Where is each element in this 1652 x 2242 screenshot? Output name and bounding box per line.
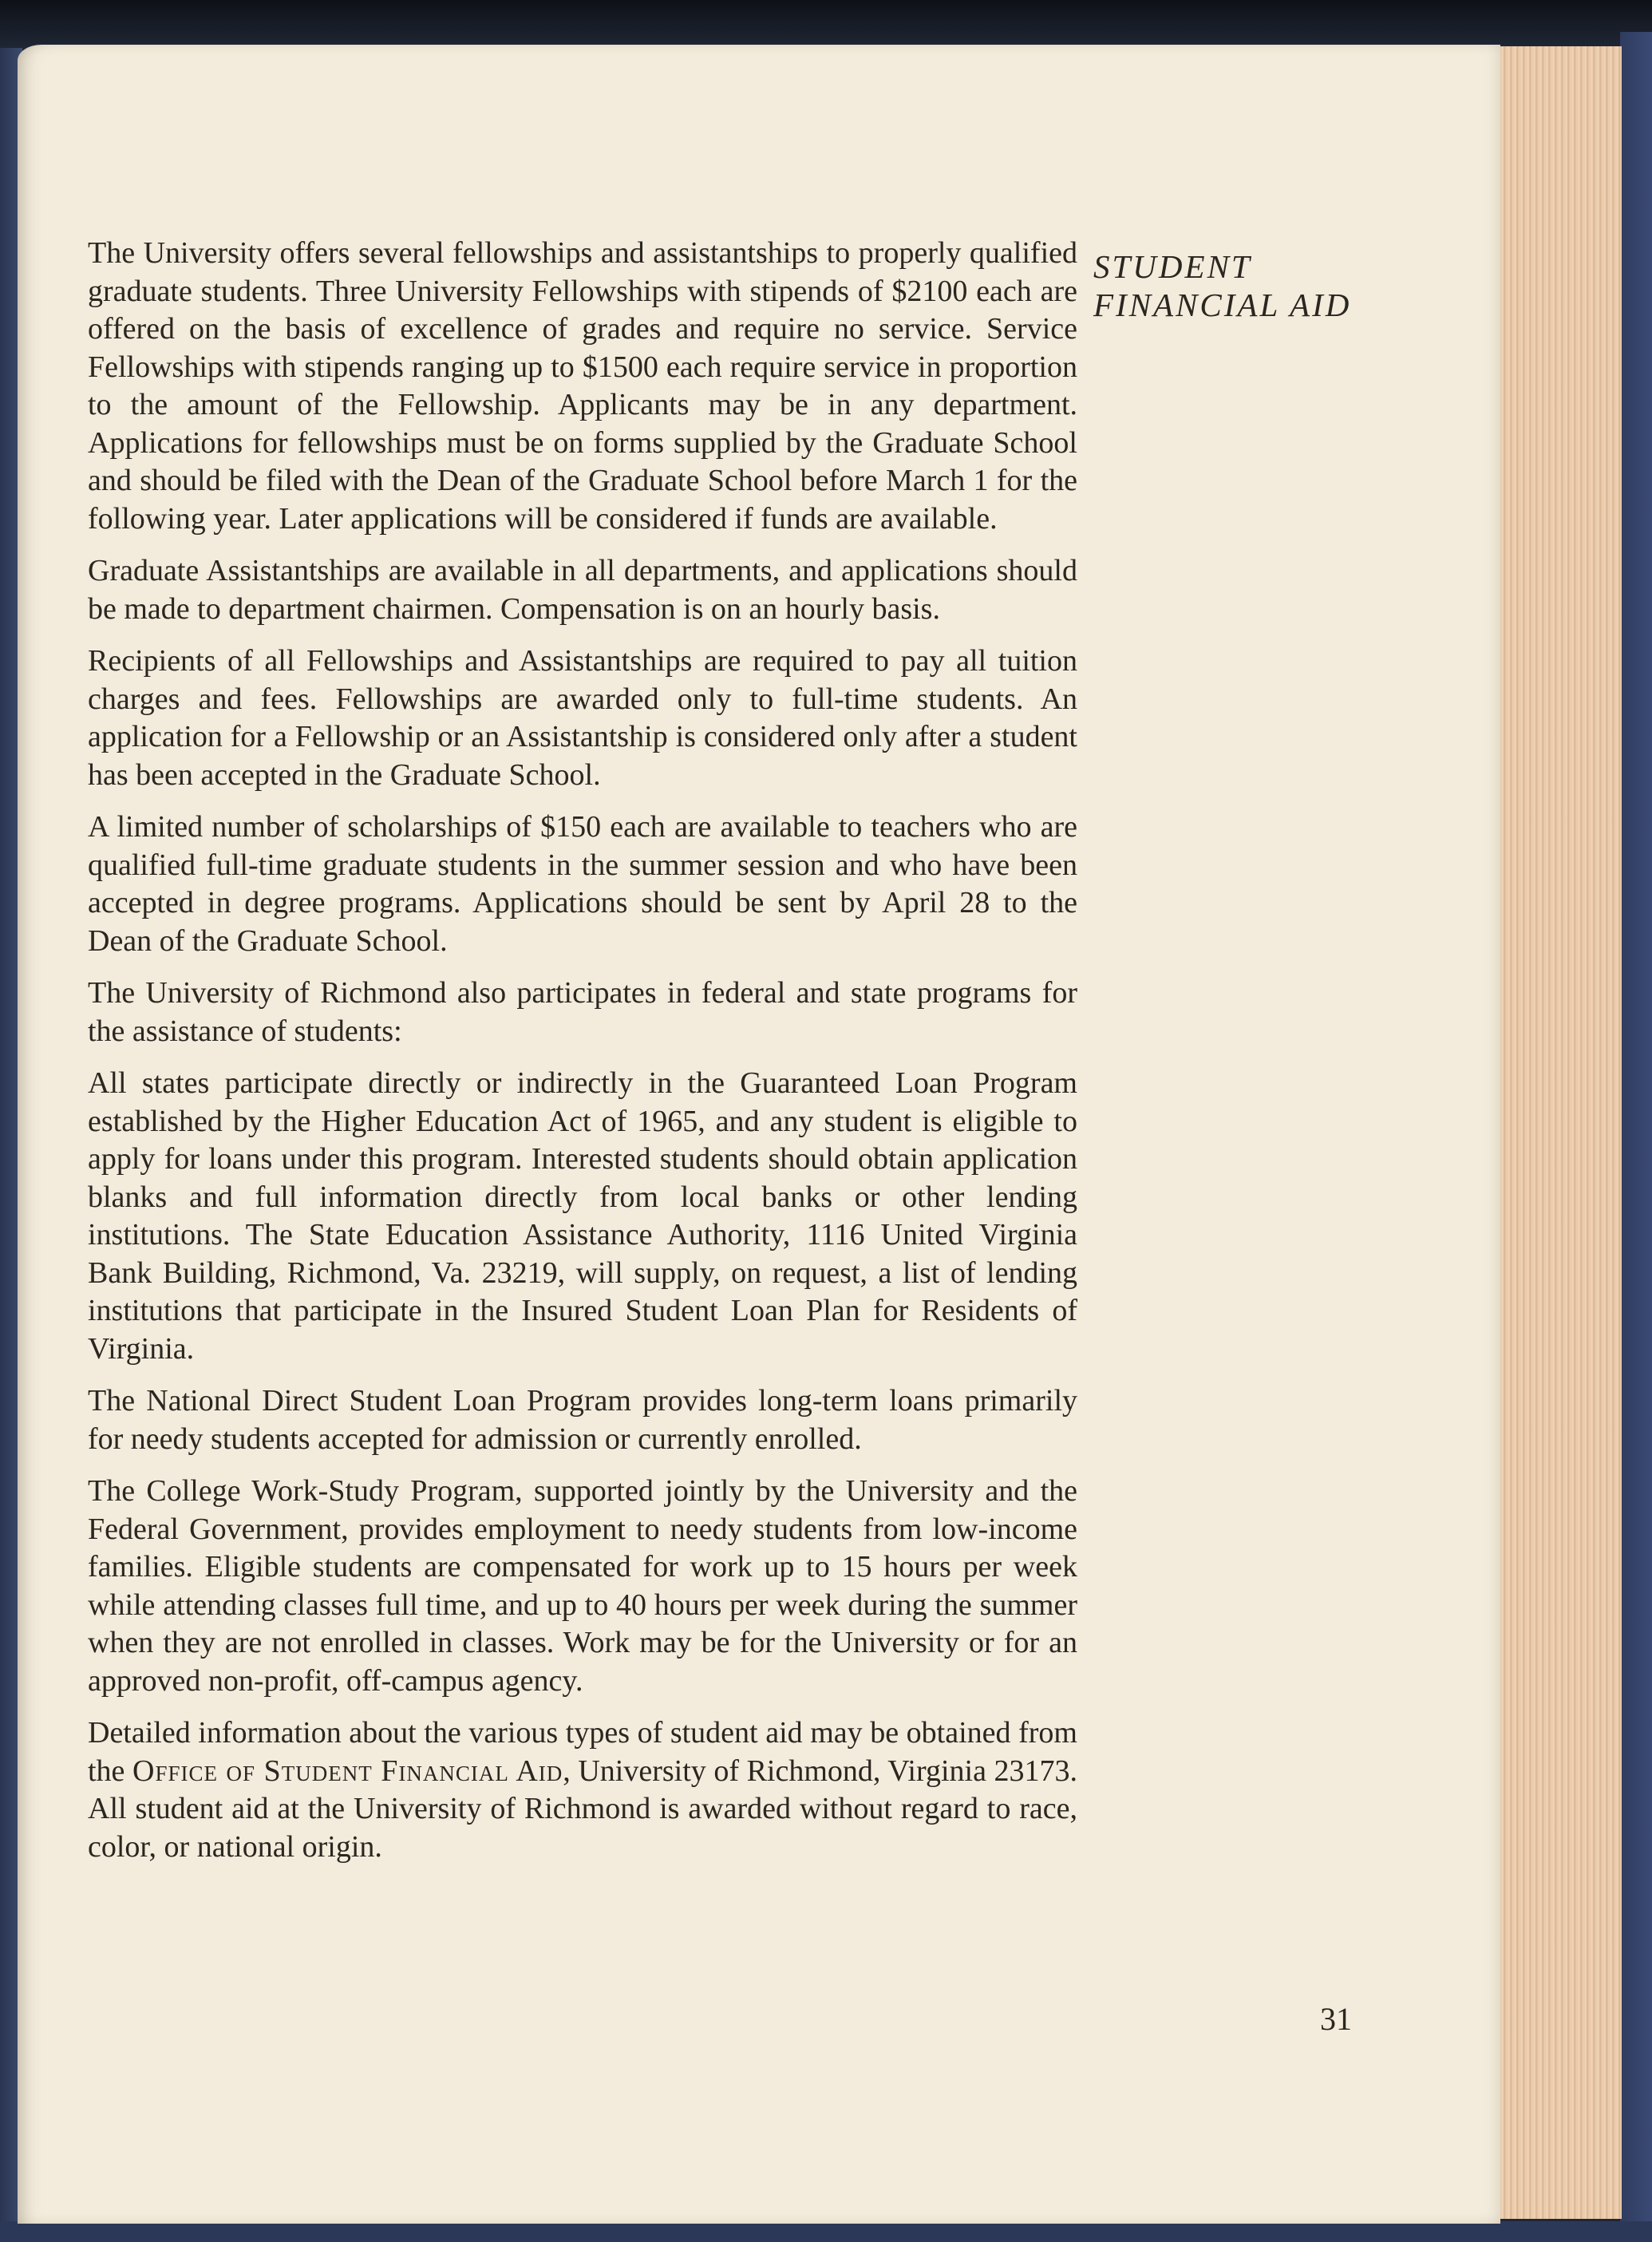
final-text-before: Detailed information about the various types of student aid may be obtained from the bbox=[88, 1716, 1077, 1788]
paragraph-assistantships: Graduate Assistantships are available in all departments, and applications should be made to department chairmen. Compensation is on an hourly basis. bbox=[88, 554, 1077, 626]
page bbox=[18, 45, 1500, 2224]
paragraph-work-study: The College Work-Study Program, supported jointly by the University and the Federal Government, provides employment to needy students from low-income families. Eligible students are compensated for work up to 15 hours per week while attending classes full time, and up to 40 hours per week during the summer when they are not enrolled in classes. Work may be for the University or for an approved non-profit, off-campus agency. bbox=[88, 1474, 1077, 1698]
right-book-cover bbox=[1620, 32, 1652, 2242]
paragraph-scholarships: A limited number of scholarships of $150 each are available to teachers who are qualified full-time graduate students in the summer session and who have been accepted in degree programs. Applications should be sent by April 28 to the Dean of the Graduate School. bbox=[88, 810, 1077, 958]
office-name: Office of Student Financial Aid bbox=[132, 1754, 563, 1788]
paragraph-national-direct-loan: The National Direct Student Loan Program provides long-term loans primarily for needy students accepted for admission or currently enrolled. bbox=[88, 1384, 1077, 1456]
body-text bbox=[88, 235, 1077, 1880]
paragraph-detailed-information bbox=[88, 1714, 1077, 1866]
page-number: 31 bbox=[1320, 2001, 1352, 2037]
paragraph-guaranteed-loan: All states participate directly or indirectly in the Guaranteed Loan Program established by the Higher Education Act of 1965, and any student is eligible to apply for loans under this program. Interested students should obtain application blanks and full information directly from local banks or other lending institutions. The State Education Assistance Authority, 1116 United Virginia Bank Building, Richmond, Va. 23219, will supply, on request, a list of lending institutions that participate in the Insured Student Loan Plan for Residents of Virginia. bbox=[88, 1066, 1077, 1366]
bottom-book-cover bbox=[0, 2221, 1652, 2242]
paragraph-fellowships: The University offers several fellowships and assistantships to properly qualified graduate students. Three University Fellowships with stipends of $2100 each are offered on the basis of excellence of grades and require no service. Service Fellowships with stipends ranging up to $1500 each require service in proportion to the amount of the Fellowship. Applicants may be in any department. Applications for fellowships must be on forms supplied by the Graduate School and should be filed with the Dean of the Graduate School before March 1 for the following year. Later applications will be considered if funds are available. bbox=[88, 236, 1077, 536]
final-text-after: , University of Richmond, Virginia 23173. All student aid at the University of Richmond is awarded without regard to race, color, or national origin. bbox=[88, 1754, 1077, 1864]
side-heading-line-2: FINANCIAL AID bbox=[1093, 287, 1352, 323]
paragraph-recipients: Recipients of all Fellowships and Assistantships are required to pay all tuition charges and fees. Fellowships are awarded only to full-time students. An application for a Fellowship or an Assistantship is considered only after a student has been accepted in the Graduate School. bbox=[88, 644, 1077, 792]
side-heading-line-1: STUDENT bbox=[1093, 248, 1252, 285]
page-stack-edge bbox=[1494, 46, 1622, 2219]
paragraph-federal-state: The University of Richmond also participates in federal and state programs for the assistance of students: bbox=[88, 976, 1077, 1048]
side-heading bbox=[1093, 247, 1429, 324]
